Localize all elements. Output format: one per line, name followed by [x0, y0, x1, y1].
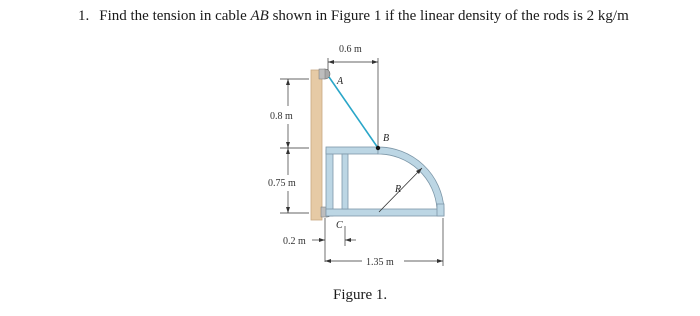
label-c: C	[336, 220, 343, 231]
label-a: A	[337, 76, 344, 87]
pin-a-bracket	[319, 69, 325, 79]
cable-ab	[329, 77, 378, 148]
problem-text-end: shown in Figure 1 if the linear density of the rods is 2 kg/m	[268, 8, 629, 24]
label-r: R	[395, 184, 402, 195]
label-b: B	[383, 133, 390, 144]
dim-top-width-label: 0.6 m	[339, 44, 362, 55]
dim-gap-width-label: 0.2 m	[283, 236, 306, 247]
dim-lower-height-label: 0.75 m	[268, 178, 296, 189]
cable-name: AB	[250, 8, 269, 24]
wall	[311, 70, 322, 220]
dim-bottom-width-label: 1.35 m	[366, 257, 394, 268]
problem-number: 1.	[78, 8, 90, 24]
problem-text-start: Find the tension in cable	[99, 8, 251, 24]
figure-caption: Figure 1.	[333, 287, 388, 303]
dim-top-width	[328, 58, 378, 146]
point-b	[376, 146, 380, 150]
dim-gap-width	[312, 218, 356, 262]
dim-upper-height-label: 0.8 m	[270, 111, 293, 122]
